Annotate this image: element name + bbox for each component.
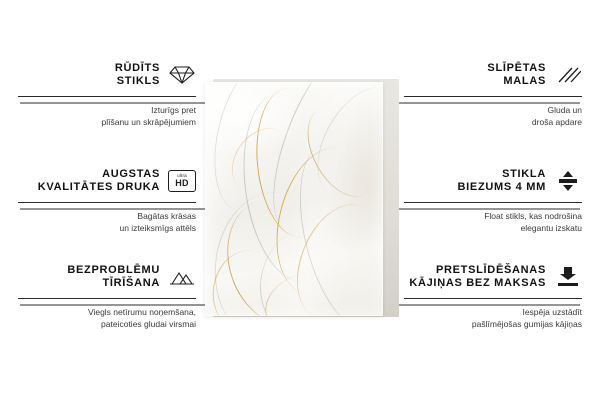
feature-title-line-1: RŪDĪTS: [114, 62, 160, 74]
feature-title-line-1: BEZPROBLĒMU: [67, 264, 160, 276]
feature-title-line-1: PRETSLĪDĒŠANAS: [435, 264, 546, 276]
feature-body-line-2: plīšanu un skrāpējumiem: [101, 117, 196, 127]
feature-body-line-1: Iespēja uzstādīt: [522, 307, 582, 317]
feature-header: [18, 166, 196, 196]
feature-body-line-1: Bagātas krāsas: [137, 211, 196, 221]
feature-body-line-2: un izteiksmīgs attēls: [119, 223, 196, 233]
feature-divider: [18, 202, 196, 203]
feature-body-line-1: Float stikls, kas nodrošina: [484, 211, 582, 221]
feature-body: [404, 306, 582, 330]
feature-title-line-2: TĪRĪŠANA: [102, 277, 160, 289]
feature-divider: [18, 298, 196, 299]
feature-divider: [404, 96, 582, 97]
feature-body-line-1: Gluda un: [547, 105, 582, 115]
feature-title-line-2: KĀJIŅAS BEZ MAKSAS: [409, 277, 546, 289]
feature-antislip-feet: [404, 262, 582, 330]
polished-edge-icon: [554, 62, 582, 88]
feature-body-line-2: droša apdare: [531, 117, 582, 127]
feature-body-line-2: pateicoties gludai virsmai: [101, 319, 196, 329]
feature-title-line-2: STIKLS: [116, 75, 160, 87]
thickness-arrows-icon: [554, 168, 582, 194]
product-image: [205, 82, 395, 320]
feature-title-line-2: KVALITĀTES DRUKA: [37, 181, 160, 193]
feature-header: [404, 262, 582, 292]
feature-body-line-2: pašlīmējošas gumijas kājiņas: [471, 319, 582, 329]
feature-header: [18, 60, 196, 90]
feature-title-line-2: BIEZUMS 4 MM: [457, 181, 546, 193]
marble-glass-panel: [205, 82, 383, 316]
anti-slip-foot-icon: [554, 264, 582, 290]
feature-title-line-1: AUGSTAS: [102, 168, 160, 180]
feature-title-line-1: STIKLA: [502, 168, 546, 180]
feature-body: [18, 210, 196, 234]
feature-body: [404, 210, 582, 234]
feature-print-quality: [18, 166, 196, 234]
feature-divider: [404, 298, 582, 299]
feature-title-line-1: SLĪPĒTAS: [487, 62, 546, 74]
feature-header: [404, 60, 582, 90]
feature-polished-edges: [404, 60, 582, 128]
feature-divider: [404, 202, 582, 203]
feature-divider: [18, 96, 196, 97]
feature-tempered-glass: [18, 60, 196, 128]
feature-header: [18, 262, 196, 292]
feature-title-line-2: MALAS: [503, 75, 546, 87]
sponge-icon: [168, 264, 196, 290]
feature-body: [18, 306, 196, 330]
feature-body-line-1: Izturīgs pret: [151, 105, 196, 115]
ultra-hd-icon: ultra HD: [168, 168, 196, 194]
feature-glass-thickness: [404, 166, 582, 234]
feature-body: [404, 104, 582, 128]
diamond-icon: [168, 62, 196, 88]
feature-easy-cleaning: [18, 262, 196, 330]
feature-header: [404, 166, 582, 196]
feature-body-line-1: Viegls netīrumu noņemšana,: [87, 307, 196, 317]
feature-body-line-2: elegantu izskatu: [520, 223, 582, 233]
feature-body: [18, 104, 196, 128]
